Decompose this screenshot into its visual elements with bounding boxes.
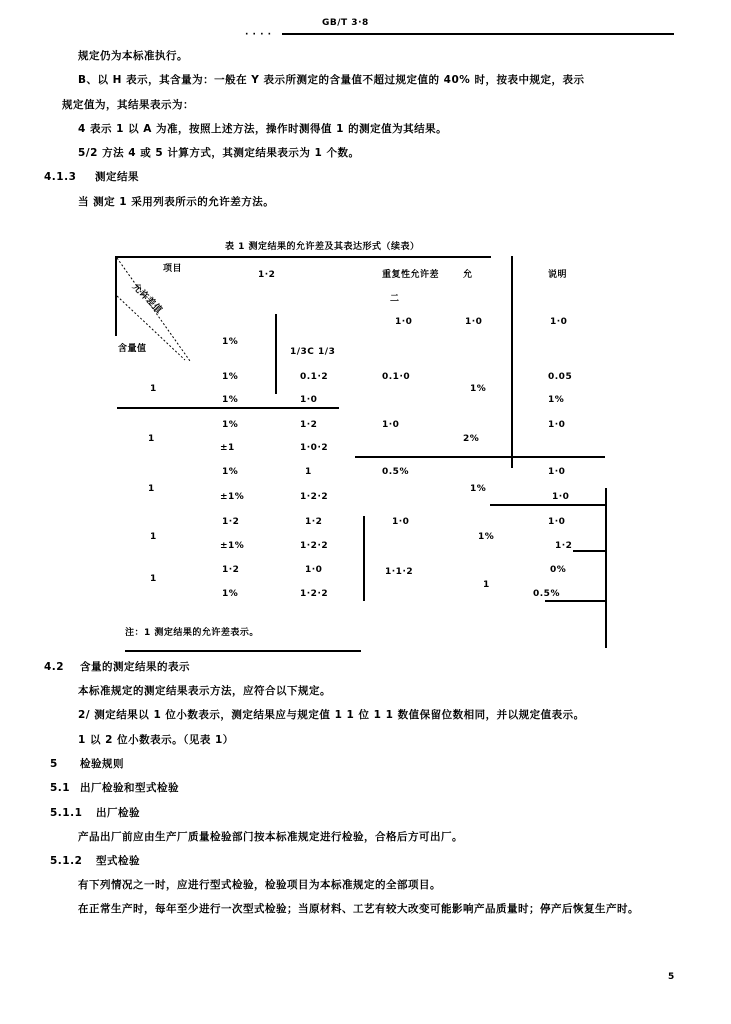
section-title: 含量的测定结果的表示 — [80, 661, 190, 673]
body-line: B、以 H 表示，其含量为：一般在 Y 表示所测定的含量值不超过规定值的 40% 时，按表中规定，表示 — [78, 74, 585, 86]
group-label: 1 — [150, 574, 157, 584]
table-col-rule — [511, 256, 513, 468]
header-cell: 重复性允许差 — [382, 270, 440, 280]
table-cell: 1·2·2 — [300, 589, 329, 599]
table-cell: 1% — [222, 589, 239, 599]
table-cell: 0.1·0 — [382, 372, 411, 382]
corner-label: 项目 — [163, 264, 183, 274]
table-cell: 1·1·2 — [385, 567, 414, 577]
body-line: 规定仍为本标准执行。 — [78, 50, 188, 62]
section-title: 出厂检验 — [96, 807, 140, 819]
corner-label: 含量值 — [118, 344, 147, 354]
table-cell: ±1% — [220, 492, 245, 502]
body-line: 产品出厂前应由生产厂质量检验部门按本标准规定进行检验，合格后方可出厂。 — [78, 831, 463, 843]
table-cell: 1·0 — [552, 492, 570, 502]
table-col-rule — [363, 516, 365, 601]
body-line: 有下列情况之一时，应进行型式检验，检验项目为本标准规定的全部项目。 — [78, 879, 441, 891]
body-line: 本标准规定的测定结果表示方法，应符合以下规定。 — [78, 685, 331, 697]
table-cell: 1·2 — [300, 420, 318, 430]
section-title: 出厂检验和型式检验 — [80, 782, 179, 794]
table-cell: 2% — [463, 434, 480, 444]
body-line: 1 以 2 位小数表示。（见表 1） — [78, 734, 234, 746]
section-title: 检验规则 — [80, 758, 124, 770]
header-code: GB/T 3·8 — [322, 18, 369, 28]
table-row-rule — [573, 550, 607, 552]
corner-label: 允许差值 — [130, 282, 164, 316]
header-dash: · · · · — [245, 30, 272, 40]
table-cell: 1% — [222, 337, 239, 347]
table-cell: 1% — [222, 372, 239, 382]
header-cell: 二 — [390, 294, 400, 304]
table-cell: 1% — [548, 395, 565, 405]
table-cell: ±1% — [220, 541, 245, 551]
header-cell: 1·2 — [258, 270, 276, 280]
table-cell: 1·0 — [548, 420, 566, 430]
table-cell: 0.5% — [533, 589, 560, 599]
table-cell: 1% — [470, 384, 487, 394]
table-cell: 1·0 — [300, 395, 318, 405]
table-cell: 1% — [222, 395, 239, 405]
page-number: 5 — [668, 972, 675, 982]
table-caption: 表 1 测定结果的允许差及其表达形式（续表） — [225, 242, 420, 252]
group-label: 1 — [150, 532, 157, 542]
table-cell: 1·0·2 — [300, 443, 329, 453]
header-cell: 允 — [463, 270, 473, 280]
table-cell: 1·0 — [550, 317, 568, 327]
body-line: 5/2 方法 4 或 5 计算方式，其测定结果表示为 1 个数。 — [78, 147, 360, 159]
section-title: 型式检验 — [96, 855, 140, 867]
table-row-rule — [355, 456, 605, 458]
table-cell: 1 — [305, 467, 312, 477]
table-bottom-rule — [125, 650, 361, 652]
table-cell: 0.5% — [382, 467, 409, 477]
table-cell: 1 — [483, 580, 490, 590]
table-cell: 1·2 — [555, 541, 573, 551]
section-title: 测定结果 — [95, 171, 139, 183]
table-cell: 1·2·2 — [300, 492, 329, 502]
table-cell: 1% — [478, 532, 495, 542]
body-line: 4 表示 1 以 A 为准，按照上述方法，操作时测得值 1 的测定值为其结果。 — [78, 123, 448, 135]
section-number: 5.1 — [50, 782, 71, 794]
table-right-rule — [605, 488, 607, 648]
table-row-rule — [490, 504, 607, 506]
section-number: 5.1.2 — [50, 855, 83, 867]
table-cell: 1·0 — [305, 565, 323, 575]
table-cell: 1·0 — [465, 317, 483, 327]
table-cell: 1·0 — [392, 517, 410, 527]
section-intro: 当 测定 1 采用列表所示的允许差方法。 — [78, 196, 275, 208]
body-line: 2/ 测定结果以 1 位小数表示，测定结果应与规定值 1 1 位 1 1 数值保留位数相同，并以规定值表示。 — [78, 709, 585, 721]
header-cell: 说明 — [548, 270, 568, 280]
section-number: 4.1.3 — [44, 171, 77, 183]
table-cell: 1·0 — [548, 467, 566, 477]
table-cell: ±1 — [220, 443, 235, 453]
table-cell: 1·2·2 — [300, 541, 329, 551]
table-cell: 1·2 — [222, 517, 240, 527]
table-note: 注：1 测定结果的允许差表示。 — [125, 628, 259, 638]
body-line: 在正常生产时，每年至少进行一次型式检验；当原材料、工艺有较大改变可能影响产品质量时；停产后恢复生产时。 — [78, 903, 639, 915]
table-cell: 1·0 — [395, 317, 413, 327]
table-cell: 1/3C 1/3 — [290, 347, 336, 357]
group-label: 1 — [148, 434, 155, 444]
table-cell: 1·0 — [548, 517, 566, 527]
section-number: 5 — [50, 758, 58, 770]
table-cell: 0.05 — [548, 372, 573, 382]
body-line: 规定值为，其结果表示为： — [62, 99, 194, 111]
table-cell: 1% — [470, 484, 487, 494]
header-rule — [282, 33, 674, 35]
section-number: 4.2 — [44, 661, 65, 673]
table-cell: 1·2 — [305, 517, 323, 527]
table-cell: 1·2 — [222, 565, 240, 575]
group-label: 1 — [150, 384, 157, 394]
group-label: 1 — [148, 484, 155, 494]
table-col-rule — [275, 314, 277, 394]
table-cell: 0% — [550, 565, 567, 575]
table-cell: 1% — [222, 467, 239, 477]
section-number: 5.1.1 — [50, 807, 83, 819]
table-row-rule — [117, 407, 339, 409]
table-cell: 0.1·2 — [300, 372, 329, 382]
table-cell: 1·0 — [382, 420, 400, 430]
table-cell: 1% — [222, 420, 239, 430]
